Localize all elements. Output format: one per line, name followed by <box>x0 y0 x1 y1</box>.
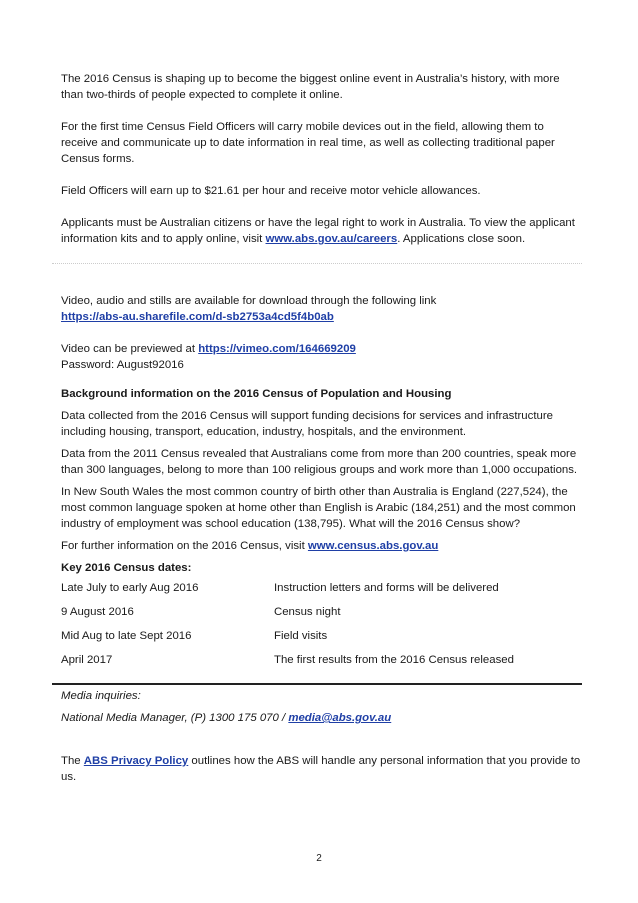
background-heading: Background information on the 2016 Census of Population and Housing <box>61 388 452 400</box>
key-dates-row <box>61 648 581 672</box>
census-link[interactable]: www.census.abs.gov.au <box>307 540 439 552</box>
background-paragraph-2: Data from the 2011 Census revealed that Australians come from more than 200 countries, speak more than 300 languages, belong to more than 100 religious groups and work more than 1,000 occupations. <box>61 448 578 476</box>
privacy-section <box>61 753 581 785</box>
page-content <box>61 71 581 247</box>
key-date-event: Field visits <box>274 630 328 642</box>
key-dates-table <box>61 576 581 672</box>
media-contact-text: National Media Manager, (P) 1300 175 070 / <box>61 712 289 724</box>
intro-paragraph-4 <box>61 215 581 247</box>
password-text: Password: August92016 <box>61 359 184 371</box>
key-date-event: Instruction letters and forms will be delivered <box>274 582 499 594</box>
intro-paragraph-1: The 2016 Census is shaping up to become the biggest online event in Australia’s history, with more than two-thirds of people expected to complete it online. <box>61 73 560 101</box>
vimeo-link[interactable]: https://vimeo.com/164669209 <box>198 343 356 355</box>
key-date: April 2017 <box>61 654 113 666</box>
key-dates-row <box>61 576 581 600</box>
privacy-paragraph <box>61 753 581 785</box>
careers-link[interactable]: www.abs.gov.au/careers <box>265 233 398 245</box>
contact-divider <box>52 683 582 685</box>
key-date: Mid Aug to late Sept 2016 <box>61 630 192 642</box>
media-inquiries-label: Media inquiries: <box>61 690 141 702</box>
privacy-before: The <box>61 755 84 767</box>
key-dates-heading: Key 2016 Census dates: <box>61 562 192 574</box>
page-number: 2 <box>316 853 322 864</box>
key-dates-row <box>61 624 581 648</box>
intro-paragraph-2: For the first time Census Field Officers will carry mobile devices out in the field, allowing them to receive and communicate up to date information in real time, as well as collecting traditional paper Census forms. <box>61 121 555 165</box>
background-paragraph-1: Data collected from the 2016 Census will support funding decisions for services and infrastructure including housing, transport, education, industry, hospitals, and the environment. <box>61 410 553 438</box>
key-date: 9 August 2016 <box>61 606 134 618</box>
key-date-event: The first results from the 2016 Census released <box>274 654 514 666</box>
sharefile-link[interactable]: https://abs-au.sharefile.com/d-sb2753a4cd5f4b0ab <box>61 311 334 323</box>
further-info-text: For further information on the 2016 Census, visit <box>61 540 308 552</box>
intro-p4-tail: . Applications close soon. <box>397 233 526 245</box>
key-date-event: Census night <box>274 606 341 618</box>
section-divider <box>52 263 582 264</box>
privacy-policy-link[interactable]: ABS Privacy Policy <box>83 755 189 767</box>
download-text: Video, audio and stills are available for download through the following link <box>61 295 437 307</box>
further-info <box>61 538 581 554</box>
background-paragraph-3: In New South Wales the most common country of birth other than Australia is England (227,524), the most common language spoken at home other than English is Arabic (184,251) and the most common industry of employment was school education (138,795). What will the 2016 Census show? <box>61 486 576 530</box>
key-date: Late July to early Aug 2016 <box>61 582 199 594</box>
intro-paragraph-3: Field Officers will earn up to $21.61 per hour and receive motor vehicle allowances. <box>61 185 481 197</box>
media-contact <box>61 710 581 726</box>
key-dates-row <box>61 600 581 624</box>
contact-section <box>61 688 581 726</box>
privacy-after: outlines how the ABS will handle any personal information that you provide to us. <box>61 755 581 783</box>
background-section <box>61 386 581 672</box>
intro-p4-text: Applicants must be Australian citizens or have the legal right to work in Australia. To view the applicant information kits and to apply online, visit <box>61 217 575 245</box>
preview-text <box>61 341 581 357</box>
media-email-link[interactable]: media@abs.gov.au <box>288 712 392 724</box>
preview-label: Video can be previewed at <box>61 343 199 355</box>
media-section <box>61 293 581 373</box>
